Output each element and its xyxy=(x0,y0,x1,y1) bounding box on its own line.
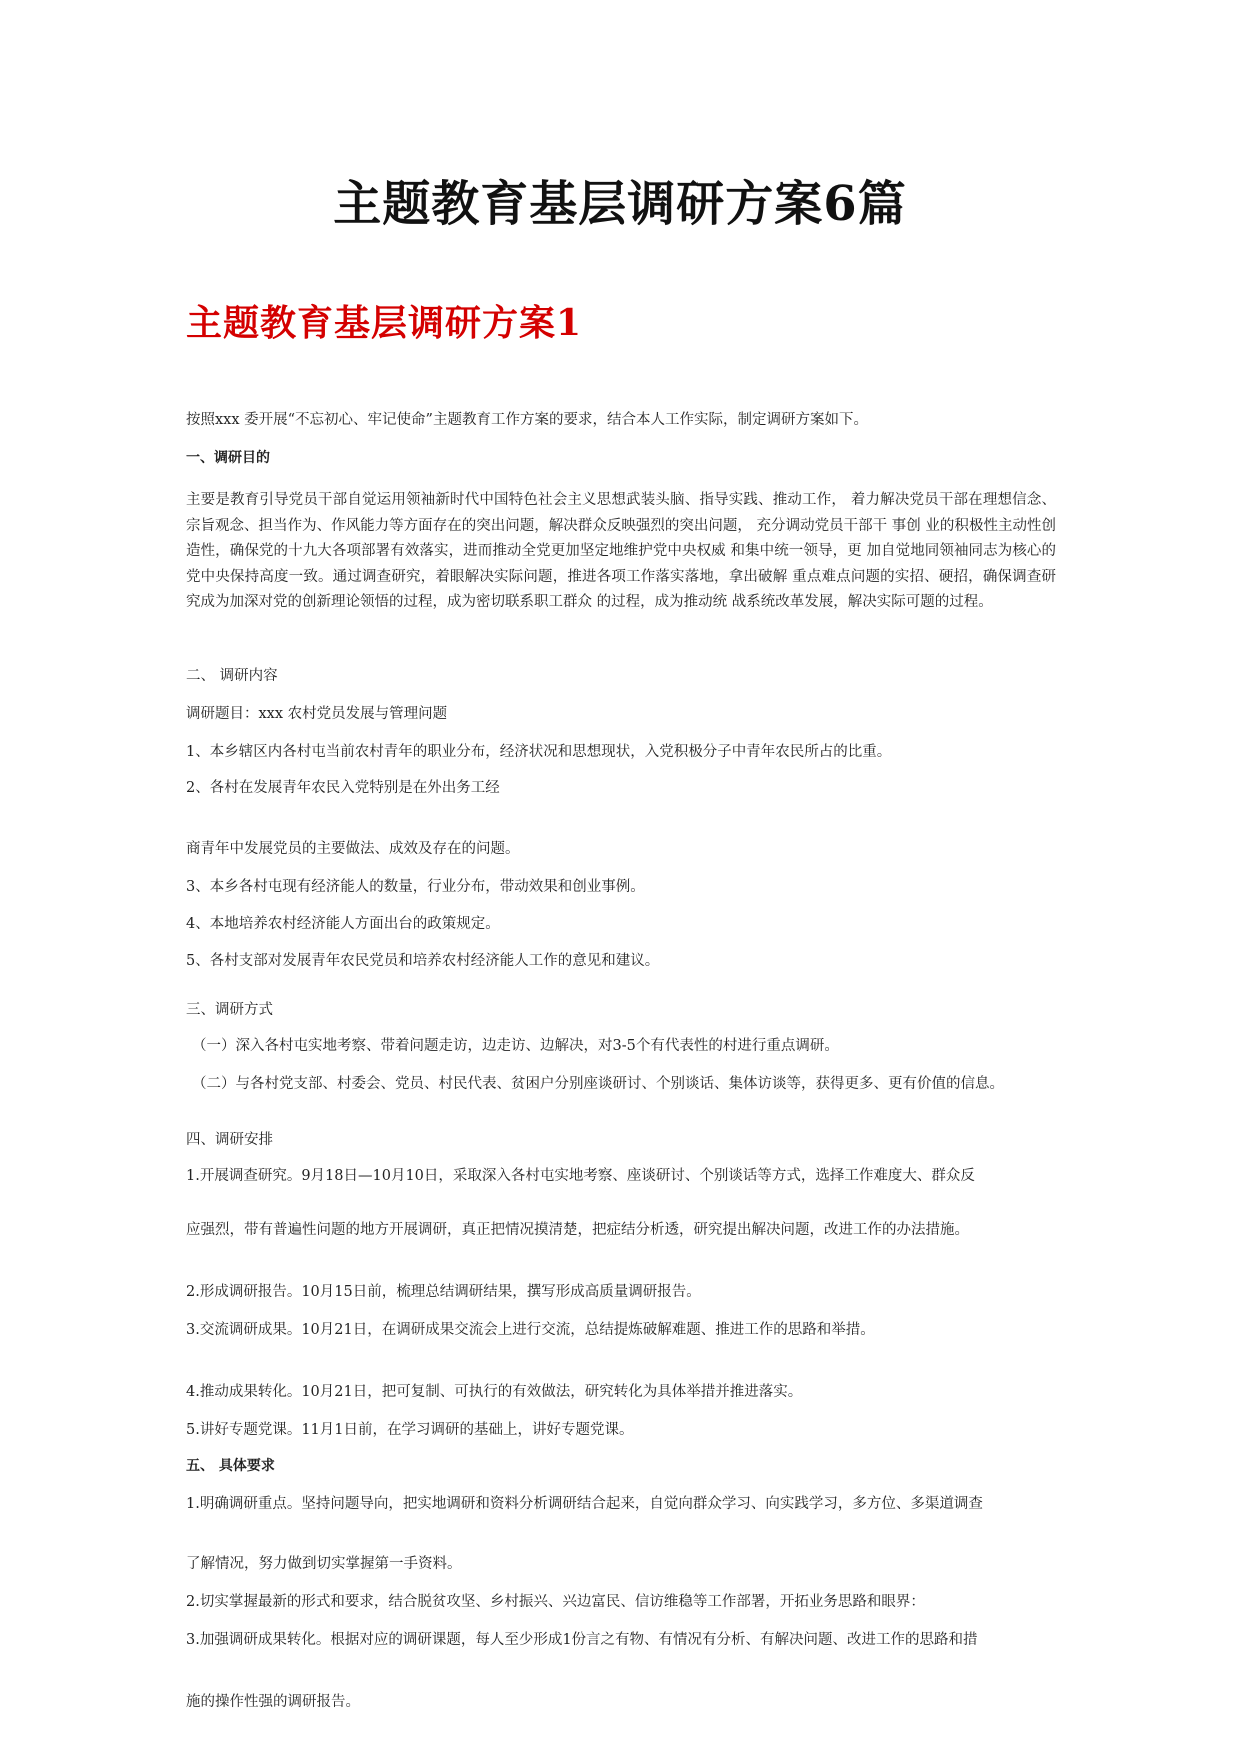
method-item-2: （二）与各村党支部、村委会、党员、村民代表、贫困户分别座谈研讨、个别谈话、集体访谈等，获得更多、更有价值的信息。 xyxy=(192,1076,1004,1092)
document-title: 主题教育基层调研方案6篇 xyxy=(333,176,907,232)
content-item-5: 5、各村支部对发展青年农民党员和培养农村经济能人工作的意见和建议。 xyxy=(186,953,660,969)
content-item-1: 1、本乡辖区内各村屯当前农村青年的职业分布，经济状况和思想现状，入党积极分子中青年农民所占的比重。 xyxy=(186,744,892,760)
heading-requirements: 五、 具体要求 xyxy=(186,1458,275,1474)
schedule-item-4: 4.推动成果转化。10月21日，把可复制、可执行的有效做法，研究转化为具体举措并推进落实。 xyxy=(186,1384,803,1400)
content-item-3: 3、本乡各村屯现有经济能人的数量，行业分布，带动效果和创业事例。 xyxy=(186,879,645,895)
heading-purpose: 一、调研目的 xyxy=(186,450,270,466)
requirement-item-2: 2.切实掌握最新的形式和要求，结合脱贫攻坚、乡村振兴、兴边富民、信访维稳等工作部署，开拓业务思路和眼界： xyxy=(186,1594,925,1610)
content-item-4: 4、本地培养农村经济能人方面出台的政策规定。 xyxy=(186,916,500,932)
schedule-item-1a: 1.开展调查研究。9月18日—10月10日，采取深入各村屯实地考察、座谈研讨、个别谈话等方式，选择工作难度大、群众反 xyxy=(186,1168,975,1184)
purpose-paragraph: 主要是教育引导党员干部自觉运用领袖新时代中国特色社会主义思想武装头脑、指导实践、推动工作， 着力解决党员干部在理想信念、宗旨观念、担当作为、作风能力等方面存在的突出问题，解决群众反映强烈的突出问题， 充分调动党员干部干 事创 业的积极性主动性创造性，确保党的十九大各项部署有效落实，进而推动全党更加坚定地维护党中央权威 和集中统一领导，更 加自觉地同领袖同志为核心的党中央保持高度一致。通过调查研究，着眼解决实际问题，推进各项工作落实落地，拿出破解 重点难点问题的实招、硬招，确保调查研究成为加深对党的创新理论领悟的过程，成为密切联系职工群众 的过程，成为推动统 战系统改革发展，解决实际可题的过程。 xyxy=(186,492,1056,611)
schedule-item-1b: 应强烈，带有普遍性问题的地方开展调研，真正把情况摸清楚，把症结分析透，研究提出解决问题，改进工作的办法措施。 xyxy=(186,1222,969,1238)
heading-content: 二、 调研内容 xyxy=(186,668,278,684)
heading-schedule: 四、调研安排 xyxy=(186,1132,273,1148)
requirement-item-3b: 施的操作性强的调研报告。 xyxy=(186,1694,360,1710)
schedule-item-2: 2.形成调研报告。10月15日前，梳理总结调研结果，撰写形成高质量调研报告。 xyxy=(186,1284,701,1300)
method-item-1: （一）深入各村屯实地考察、带着问题走访，边走访、边解决，对3-5个有代表性的村进行重点调研。 xyxy=(192,1038,839,1054)
section-title: 主题教育基层调研方案1 xyxy=(186,302,583,344)
schedule-item-3: 3.交流调研成果。10月21日，在调研成果交流会上进行交流，总结提炼破解难题、推进工作的思路和举措。 xyxy=(186,1322,875,1338)
schedule-item-5: 5.讲好专题党课。11月1日前，在学习调研的基础上，讲好专题党课。 xyxy=(186,1422,634,1438)
heading-method: 三、调研方式 xyxy=(186,1002,273,1018)
research-topic: 调研题目：xxx 农村党员发展与管理问题 xyxy=(186,706,448,722)
requirement-item-3a: 3.加强调研成果转化。根据对应的调研课题，每人至少形成1份言之有物、有情况有分析、有解决问题、改进工作的思路和措 xyxy=(186,1632,978,1648)
requirement-item-1b: 了解情况，努力做到切实掌握第一手资料。 xyxy=(186,1556,462,1572)
content-item-2b: 商青年中发展党员的主要做法、成效及存在的问题。 xyxy=(186,841,520,857)
intro-paragraph: 按照xxx 委开展“不忘初心、牢记使命”主题教育工作方案的要求，结合本人工作实际，制定调研方案如下。 xyxy=(186,412,868,428)
requirement-item-1a: 1.明确调研重点。坚持问题导向，把实地调研和资料分析调研结合起来，自觉向群众学习、向实践学习，多方位、多渠道调查 xyxy=(186,1496,983,1512)
content-item-2a: 2、各村在发展青年农民入党特别是在外出务工经 xyxy=(186,780,500,796)
